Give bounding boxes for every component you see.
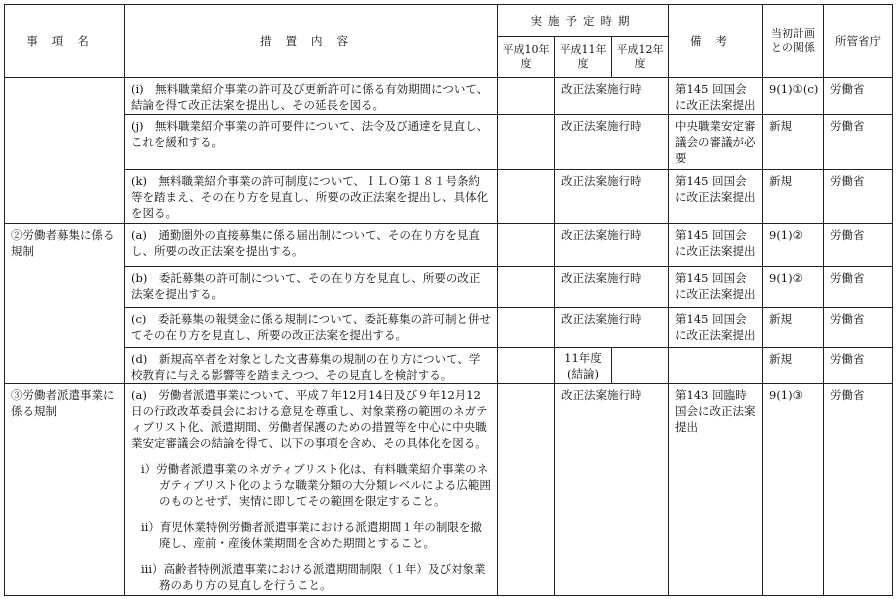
header-item: 事項名 [4, 4, 125, 78]
remarks-cell: 第145 回国会に改正法案提出 [668, 169, 763, 224]
remarks-cell [668, 347, 763, 384]
remarks-cell: 第145 回国会に改正法案提出 [668, 266, 763, 308]
remarks-cell: 第145 回国会に改正法案提出 [668, 223, 763, 267]
measure-text: (a) 労働者派遣事業について、平成７年12月14日及び９年12月12日の行政改革委員会における意見を尊重し、対象業務の範囲のネガティブリスト化、派遣期間、労働者保護のための措置等を中心に中央職業安定審議会の結論を得て、以下の事項を含め、その具体化を図る。 [131, 388, 488, 450]
header-fy12: 平成12年度 [611, 36, 669, 78]
fy10-cell [497, 266, 555, 308]
header-ministry: 所管省庁 [823, 4, 893, 78]
fy10-cell [497, 114, 555, 170]
fy11-cell: 改正法案施行時 [554, 266, 669, 308]
sub-item: ⅱ）育児休業特例労働者派遣事業における派遣期間１年の制限を撤廃し、産前・産後休業期間を含めた期間とすること。 [141, 520, 482, 550]
fy11-cell: 改正法案施行時 [554, 383, 669, 596]
ministry-cell: 労働省 [823, 266, 893, 308]
item-cell-continued [4, 77, 125, 224]
fy11-cell: 改正法案施行時 [554, 77, 669, 115]
relation-cell: 新規 [762, 347, 824, 384]
measure-content: (j) 無料職業紹介事業の許可要件について、法令及び通達を見直し、これを緩和する。 [124, 114, 498, 170]
fy10-cell [497, 169, 555, 224]
remarks-cell: 第145 回国会に改正法案提出 [668, 77, 763, 115]
fy11-cell: 改正法案施行時 [554, 307, 669, 348]
fy10-cell [497, 77, 555, 115]
header-fy11: 平成11年度 [554, 36, 612, 78]
measure-content: (a) 通勤圏外の直接募集に係る届出制について、その在り方を見直し、所要の改正法案を提出する。 [124, 223, 498, 267]
measure-content: (k) 無料職業紹介事業の許可制度について、ＩＬＯ第１８１号条約等を踏まえ、その在り方を見直し、所要の改正法案を提出し、具体化を図る。 [124, 169, 498, 224]
relation-cell: 9(1)② [762, 266, 824, 308]
measure-content-dispatch [124, 383, 498, 596]
measure-content: (i) 無料職業紹介事業の許可及び更新許可に係る有効期間について、結論を得て改正法案を提出し、その延長を図る。 [124, 77, 498, 115]
fy10-cell [497, 383, 555, 596]
fy11-cell: 11年度(結論) [554, 347, 612, 384]
remarks-cell: 第145 回国会に改正法案提出 [668, 307, 763, 348]
remarks-cell: 第143 回臨時国会に改正法案提出 [668, 383, 763, 596]
relation-cell: 9(1)② [762, 223, 824, 267]
fy11-cell: 改正法案施行時 [554, 114, 669, 170]
fy12-cell [611, 347, 669, 384]
fy11-cell: 改正法案施行時 [554, 169, 669, 224]
header-content: 措置内容 [124, 4, 498, 78]
ministry-cell: 労働省 [823, 223, 893, 267]
header-remarks: 備考 [668, 4, 763, 78]
ministry-cell: 労働省 [823, 347, 893, 384]
header-schedule: 実施予定時期 [497, 4, 669, 37]
measure-content: (d) 新規高卒者を対象とした文書募集の規制の在り方について、学校教育に与える影響等を踏まえつつ、その見直しを検討する。 [124, 347, 498, 384]
measure-content: (c) 委託募集の報奨金に係る規制について、委託募集の許可制と併せてその在り方を見直し、所要の改正法案を提出する。 [124, 307, 498, 348]
sub-item: ⅲ）高齢者特例派遣事業における派遣期間制限（１年）及び対象業務のあり方の見直しを行うこと。 [141, 562, 486, 592]
ministry-cell: 労働省 [823, 114, 893, 170]
ministry-cell: 労働省 [823, 169, 893, 224]
relation-cell: 9(1)③ [762, 383, 824, 596]
header-fy10: 平成10年度 [497, 36, 555, 78]
ministry-cell: 労働省 [823, 77, 893, 115]
relation-cell: 9(1)①(c) [762, 77, 824, 115]
fy10-cell [497, 223, 555, 267]
section-label-dispatch: ③労働者派遣事業に係る規制 [4, 383, 125, 596]
relation-cell: 新規 [762, 169, 824, 224]
relation-cell: 新規 [762, 307, 824, 348]
fy10-cell [497, 347, 555, 384]
remarks-cell: 中央職業安定審議会の審議が必要 [668, 114, 763, 170]
header-relation: 当初計画との関係 [762, 4, 824, 78]
relation-cell: 新規 [762, 114, 824, 170]
ministry-cell: 労働省 [823, 383, 893, 596]
ministry-cell: 労働省 [823, 307, 893, 348]
fy11-cell: 改正法案施行時 [554, 223, 669, 267]
sub-item: ⅰ）労働者派遣事業のネガティブリスト化は、有料職業紹介事業のネガティブリスト化のような職業分類の大分類レベルによる広範囲のものとせず、実情に即してその範囲を限定すること。 [141, 462, 491, 508]
section-label-recruitment: ②労働者募集に係る規制 [4, 223, 125, 384]
fy10-cell [497, 307, 555, 348]
measure-content: (b) 委託募集の許可制について、その在り方を見直し、所要の改正法案を提出する。 [124, 266, 498, 308]
